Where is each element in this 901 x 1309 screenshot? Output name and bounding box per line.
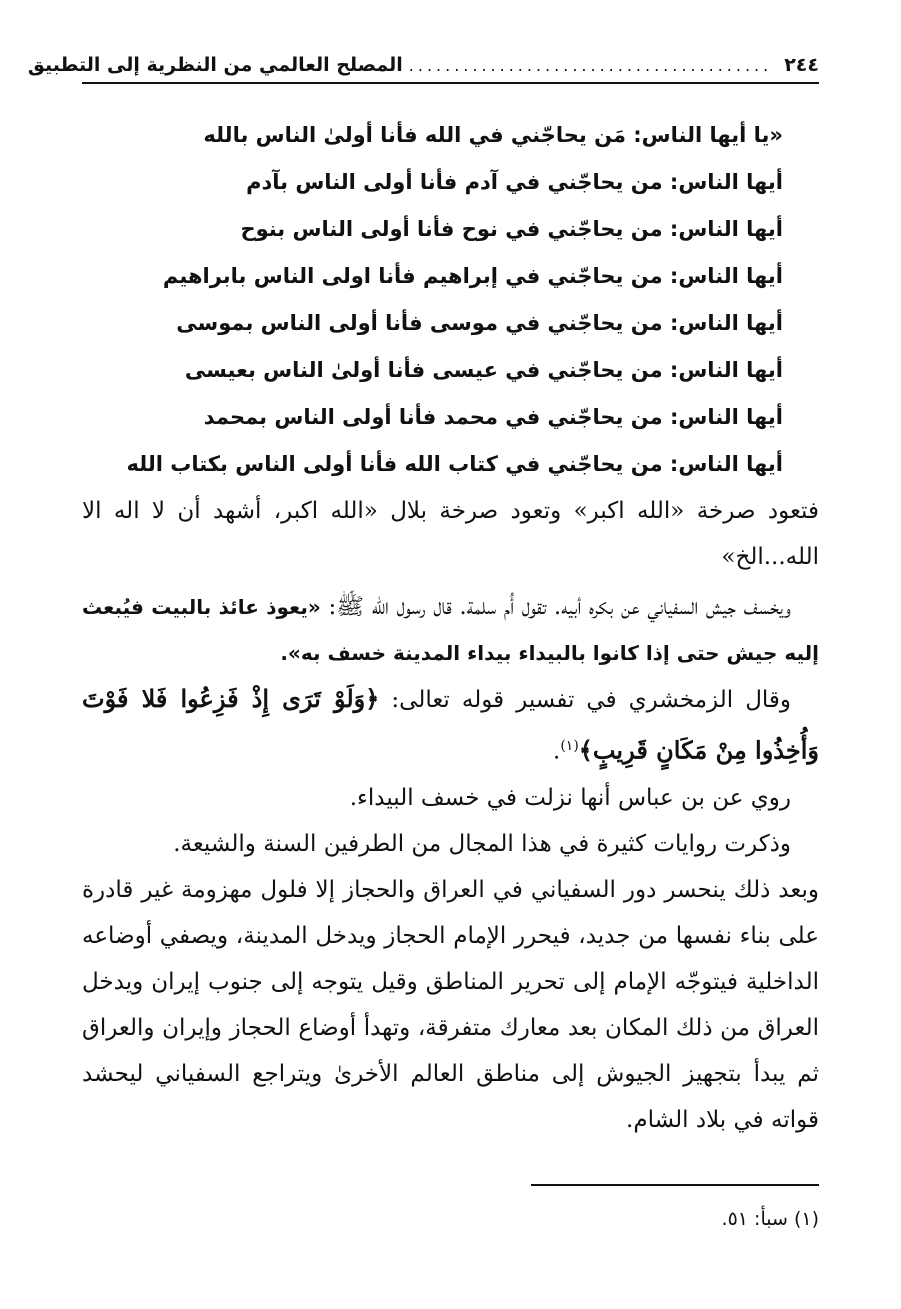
verse-line: أيها الناس: من يحاجّني في محمد فأنا أولى الناس بمحمد — [203, 405, 783, 429]
hadith-quote: «يعوذ عائذ بالبيت فيُبعث إليه جيش حتى إذا كانوا بالبيداء بيداء المدينة خسف به». — [82, 595, 819, 665]
quran-verse: ﴿وَلَوْ تَرَى إِذْ فَزِعُوا فَلا فَوْتَ وَأُخِذُوا مِنْ مَكَانٍ قَرِيبٍ﴾ — [82, 684, 819, 765]
paragraph-sufyani-army — [82, 584, 819, 676]
paragraph-aftermath: وبعد ذلك ينحسر دور السفياني في العراق والحجاز إلا فلول مهزومة غير قادرة على بناء نفسها من جديد، فيحرر الإمام الحجاز ويدخل المدينة، ويصفي أوضاعه الداخلية فيتوجّه الإمام إلى تحرير المناطق وقيل يتوجه إلى جنوب إيران ويدخل العراق من ذلك المكان بعد معارك متفرقة، وتهدأ أوضاع الحجاز وإيران والعراق ثم يبدأ بتجهيز الجيوش إلى مناطق العالم الأخرىٰ ويتراجع السفياني ليحشد قواته في بلاد الشام. — [82, 876, 819, 1133]
book-title: المصلح العالمي من النظرية إلى التطبيق — [27, 54, 403, 76]
verse-line: أيها الناس: من يحاجّني في عيسى فأنا أولىٰ الناس بعيسى — [184, 358, 783, 382]
footnote-reference: (١) — [560, 738, 579, 754]
running-header — [27, 48, 819, 84]
verse-line: «يا أيها الناس: مَن يحاجّني في الله فأنا أولىٰ الناس بالله — [203, 123, 783, 147]
verse-line: أيها الناس: من يحاجّني في موسى فأنا أولى الناس بموسى — [176, 311, 783, 335]
paragraph-ibn-abbas: روي عن بن عباس أنها نزلت في خسف البيداء. — [349, 784, 791, 811]
page-body — [82, 112, 819, 1143]
paragraph-text: . — [553, 738, 561, 765]
paragraph-text: ويخسف جيش السفياني عن بكره أبيه. تقول أُم سلمة. قال رسول الله ﷺ: — [328, 594, 792, 620]
paragraph-zamakhshari — [82, 676, 819, 775]
verse-line: أيها الناس: من يحاجّني في إبراهيم فأنا اولى الناس بابراهيم — [162, 264, 783, 288]
verse-line: أيها الناس: من يحاجّني في نوح فأنا أولى الناس بنوح — [240, 217, 783, 241]
sermon-verses — [82, 112, 783, 488]
footnote: (١) سبأ: ٥١. — [721, 1208, 819, 1230]
paragraph-text: وقال الزمخشري في تفسير قوله تعالى: — [391, 687, 792, 713]
page-number: ٢٤٤ — [784, 54, 819, 76]
paragraph-narrations: وذكرت روايات كثيرة في هذا المجال من الطرفين السنة والشيعة. — [173, 830, 791, 857]
verse-line: أيها الناس: من يحاجّني في كتاب الله فأنا أولى الناس بكتاب الله — [126, 452, 783, 476]
footnote-divider — [531, 1184, 819, 1186]
paragraph-takbir: فتعود صرخة «الله اكبر» وتعود صرخة بلال «الله اكبر، أشهد أن لا اله الا الله...الخ» — [82, 498, 819, 570]
header-leader-dots: ........................................ — [408, 55, 773, 75]
verse-line: أيها الناس: من يحاجّني في آدم فأنا أولى الناس بآدم — [246, 170, 783, 194]
